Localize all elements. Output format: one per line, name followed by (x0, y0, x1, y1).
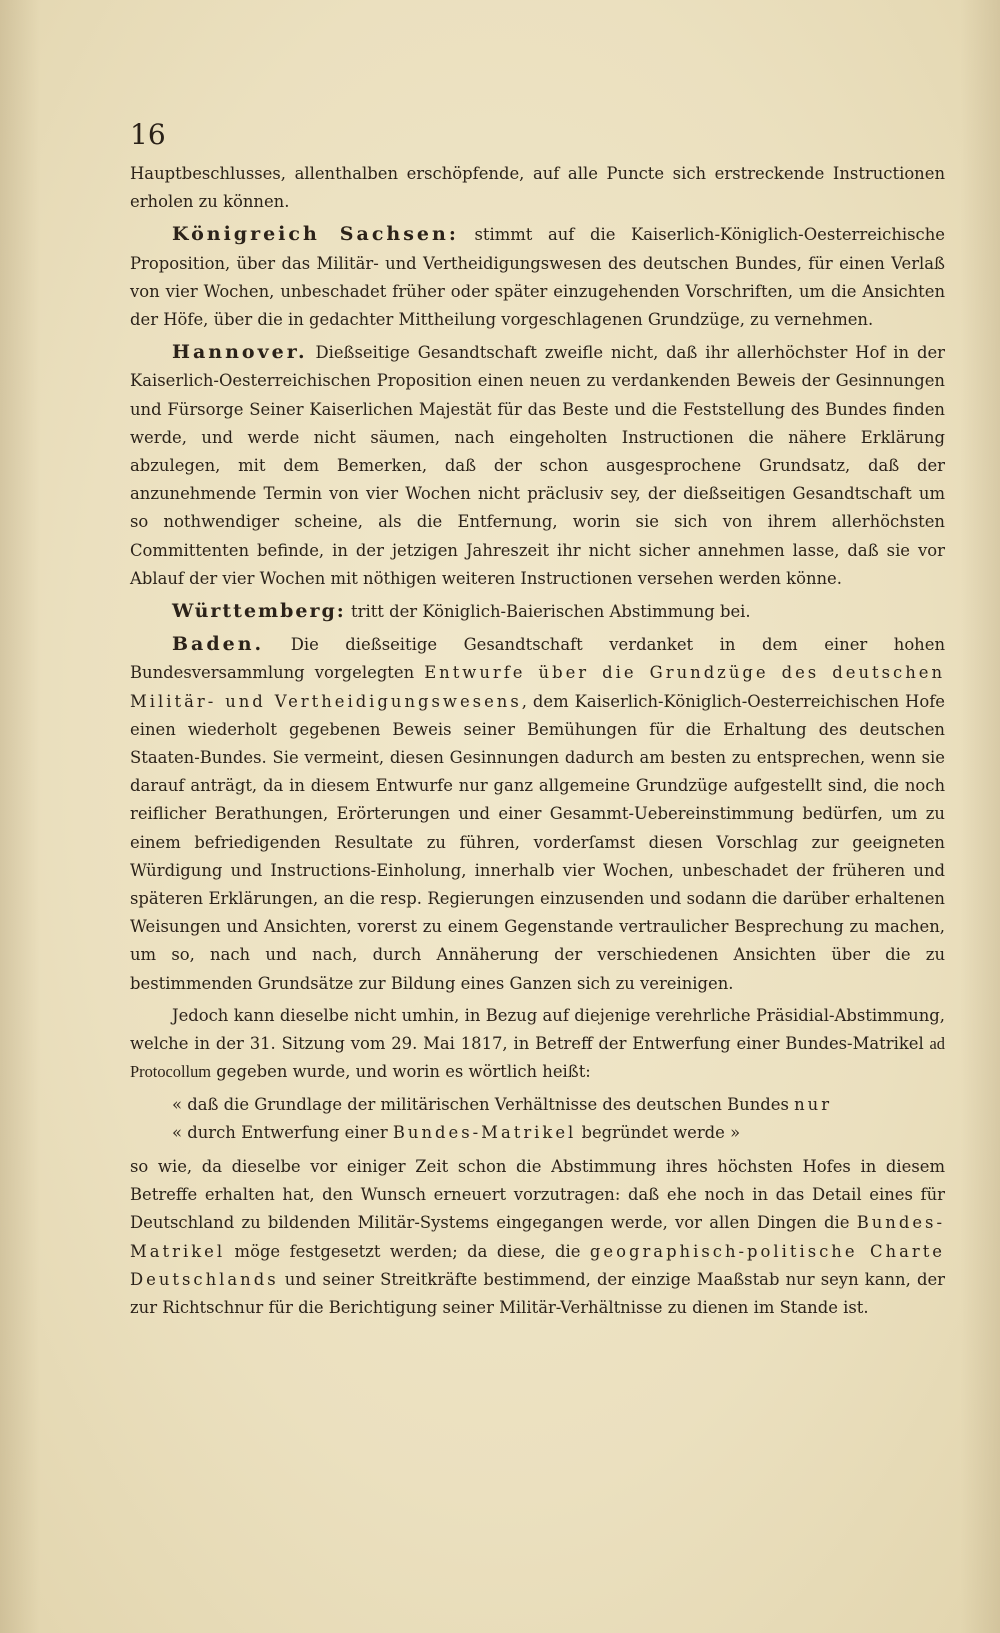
speaker-name: Königreich Sachsen: (172, 223, 459, 246)
paragraph-text: Dießseitige Gesandtschaft zweifle nicht, daß ihr allerhöchster Hof in der Kaiserlich-Oesterreichischen Proposition einen neuen zu verdankenden Beweis der Gesinnungen und Fürsorge Seiner Kaiserlichen Majestät für das Beste und die Feststellung des Bundes finden werde, und werde nicht säumen, nach eingeholten Instructionen die nähere Erklärung abzulegen, mit dem Bemerken, daß der schon ausgesprochene Grundsatz, daß der anzunehmende Termin von vier Wochen nicht präclusiv sey, der dießseitigen Gesandtschaft um so nothwendiger scheine, als die Entfernung, worin sie sich von ihrem allerhöchsten Committenten befinde, in der jetzigen Jahreszeit ihr nicht sicher annehmen lasse, daß sie vor Ablauf der vier Wochen mit nöthigen weiteren Instructionen versehen werden könne. (130, 343, 945, 588)
paragraph-continuation (130, 160, 945, 216)
speaker-name: Baden. (172, 633, 265, 656)
emphasized-text: geographisch-politische Charte Deutschlands (130, 1241, 945, 1289)
paragraph-text: Jedoch kann dieselbe nicht umhin, in Bezug auf diejenige verehrliche Präsidial-Abstimmung, welche in der 31. Sitzung vom 29. Mai 1817, in Betreff der Entwerfung einer Bundes-Matrikel (130, 1005, 945, 1054)
paragraph-sachsen (130, 220, 945, 334)
paragraph-text: und seiner Streitkräfte bestimmend, der einzige Maaßstab nur seyn kann, der zur Richtschnur für die Berichtigung seiner Militär-Verhältnisse zu dienen im Stande ist. (130, 1269, 945, 1317)
paragraph-text: so wie, da dieselbe vor einiger Zeit schon die Abstimmung ihres höchsten Hofes in diesem Betreffe erhalten hat, den Wunsch erneuert vorzutragen: daß ehe noch in das Detail eines für Deutschland zu bildenden Militär-Systems eingegangen werde, vor allen Dingen die (130, 1156, 945, 1233)
paragraph-baden (130, 630, 945, 998)
quote-block (130, 1091, 945, 1147)
paragraph-so-wie (130, 1153, 945, 1322)
quote-text: begründet werde » (576, 1122, 741, 1142)
page-number: 16 (130, 118, 166, 151)
paragraph-jedoch (130, 1002, 945, 1087)
body-text (130, 160, 945, 1326)
emphasized-text: Entwurfe über die Grundzüge des deutschen Militär- und Vertheidigungswesens (130, 663, 946, 711)
quote-text: « durch Entwerfung einer (172, 1122, 393, 1142)
emphasized-text: nur (794, 1094, 833, 1114)
quote-line (130, 1091, 945, 1119)
paragraph-text: , dem Kaiserlich-Königlich-Oesterreichischen Hofe einen wiederholt gegebenen Beweis seiner Bemühungen für die Erhaltung des deutschen Staaten-Bundes. Sie vermeint, diesen Gesinnungen dadurch am besten zu entsprechen, wenn sie darauf anträgt, da in diesem Entwurfe nur ganz allgemeine Grundzüge aufgestellt sind, die noch reiflicher Berathungen, Erörterungen und einer Gesammt-Uebereinstimmung bedürfen, um zu einem befriedigenden Resultate zu führen, vorderſamst diesen Vorschlag zur geeigneten Würdigung und Instructions-Einholung, innerhalb vier Wochen, unbeschadet der früheren und späteren Erklärungen, an die resp. Regierungen einzusenden und sodann die darüber erhaltenen Weisungen und Ansichten, vorerst zu einem Gegenstande vertraulicher Besprechung zu machen, um so, nach und nach, durch Annäherung der verschiedenen Ansichten über die zu bestimmenden Grundsätze zur Bildung eines Ganzen sich zu vereinigen. (130, 691, 945, 993)
paragraph-text: gegeben wurde, und worin es wörtlich heißt: (211, 1062, 591, 1082)
paper-stain (0, 0, 40, 1633)
paragraph-text: stimmt auf die Kaiserlich-Königlich-Oesterreichische Proposition, über das Militär- und Vertheidigungswesen des deutschen Bundes, für einen Verlaß von vier Wochen, unbeschadet früher oder später einzugehenden Vorschriften, um die Ansichten der Höfe, über die in gedachter Mittheilung vorgeschlagenen Grundzüge, zu vernehmen. (130, 225, 945, 330)
paragraph-text: tritt der Königlich-Baierischen Abstimmung bei. (345, 602, 751, 622)
speaker-name: Hannover. (172, 341, 308, 364)
quote-text: « daß die Grundlage der militärischen Verhältnisse des deutschen Bundes (172, 1094, 795, 1114)
paragraph-wuerttemberg (130, 597, 945, 626)
quote-line (130, 1119, 945, 1147)
paragraph-hannover (130, 338, 945, 593)
emphasized-text: Bundes-Matrikel (392, 1122, 577, 1142)
paper-stain (960, 0, 1000, 1633)
emphasized-text: Bundes-Matrikel (130, 1213, 945, 1261)
latin-text: ad Protocollum (130, 1034, 945, 1082)
paragraph-text: möge festgesetzt werden; da diese, die (225, 1241, 590, 1261)
paragraph-text: Die dießseitige Gesandtschaft verdanket in dem einer hohen Bundesversammlung vorgelegten (130, 635, 945, 683)
paragraph-text: Hauptbeschlusses, allenthalben erschöpfende, auf alle Puncte sich erstreckende Instructionen erholen zu können. (130, 164, 945, 212)
speaker-name: Württemberg: (172, 600, 346, 623)
